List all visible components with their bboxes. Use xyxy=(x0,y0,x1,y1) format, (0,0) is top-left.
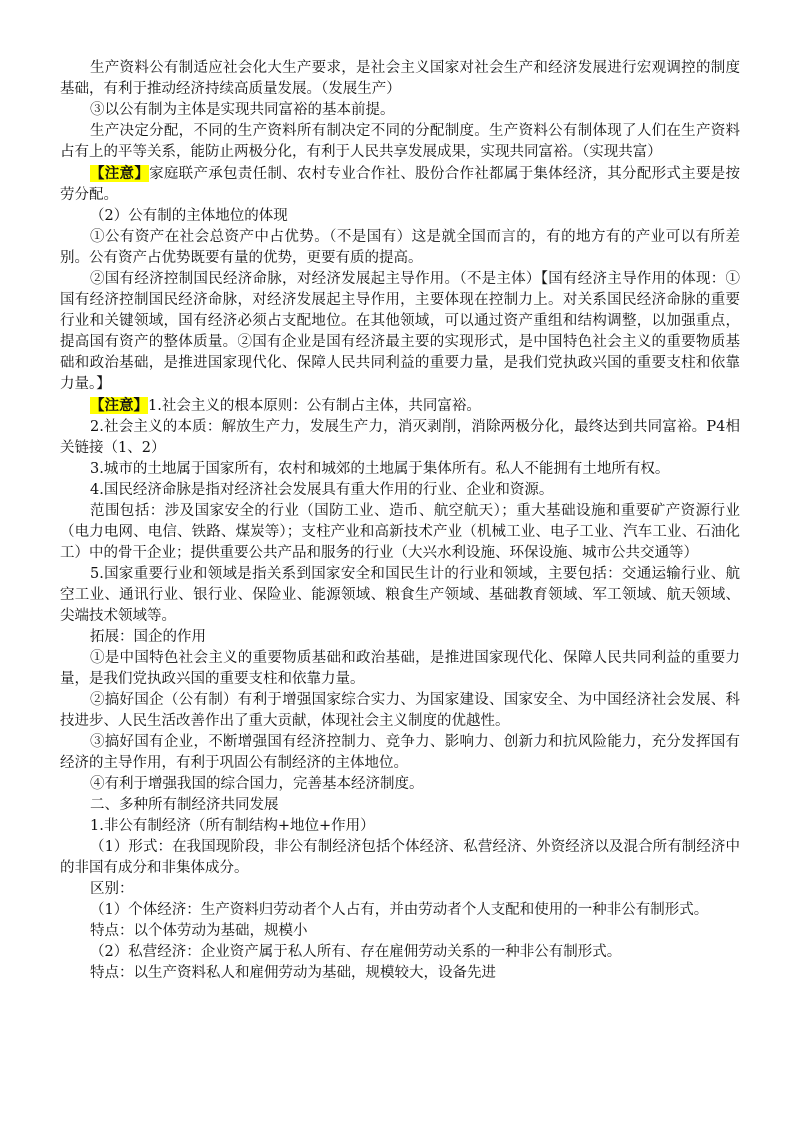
paragraph-text: 家庭联产承包责任制、农村专业合作社、股份合作社都属于集体经济，其分配形式主要是按劳分配。 xyxy=(60,166,741,203)
paragraph xyxy=(60,921,740,942)
paragraph xyxy=(60,942,740,963)
paragraph xyxy=(60,480,740,501)
document-page xyxy=(60,58,740,984)
paragraph xyxy=(60,501,740,564)
paragraph xyxy=(60,227,740,269)
section-heading xyxy=(60,795,740,816)
paragraph-text: 区别： xyxy=(90,881,134,897)
paragraph-text: 生产决定分配，不同的生产资料所有制决定不同的分配制度。生产资料公有制体现了人们在生产资料占有上的平等关系，能防止两极分化，有利于人民共享发展成果，实现共同富裕。（实现共富） xyxy=(60,123,740,160)
paragraph-text: ③以公有制为主体是实现共同富裕的基本前提。 xyxy=(90,102,395,118)
paragraph-text: 特点：以个体劳动为基础，规模小 xyxy=(90,923,308,939)
paragraph-text: （1）个体经济：生产资料归劳动者个人占有，并由劳动者个人支配和使用的一种非公有制形式。 xyxy=(90,902,709,918)
paragraph-text: （2）私营经济：企业资产属于私人所有、存在雇佣劳动关系的一种非公有制形式。 xyxy=(90,944,622,960)
paragraph-text: 生产资料公有制适应社会化大生产要求，是社会主义国家对社会生产和经济发展进行宏观调控的制度基础，有利于推动经济持续高质量发展。（发展生产） xyxy=(60,60,740,97)
paragraph-text: （1）形式：在我国现阶段，非公有制经济包括个体经济、私营经济、外资经济以及混合所有制经济中的非国有成分和非集体成分。 xyxy=(60,839,740,876)
subheading xyxy=(60,206,740,227)
subheading xyxy=(60,627,740,648)
paragraph xyxy=(60,459,740,480)
paragraph-text: 4.国民经济命脉是指对经济社会发展具有重大作用的行业、企业和资源。 xyxy=(90,482,554,498)
paragraph xyxy=(60,879,740,900)
paragraph xyxy=(60,774,740,795)
paragraph xyxy=(60,121,740,163)
paragraph xyxy=(60,269,740,395)
paragraph-text: 1.社会主义的根本原则：公有制占主体，共同富裕。 xyxy=(148,398,481,414)
paragraph xyxy=(60,564,740,627)
note-highlight: 【注意】 xyxy=(90,397,148,414)
subheading xyxy=(60,816,740,837)
paragraph-text: （2）公有制的主体地位的体现 xyxy=(90,208,288,224)
paragraph xyxy=(60,417,740,459)
paragraph-text: ①是中国特色社会主义的重要物质基础和政治基础，是推进国家现代化、保障人民共同利益的重要力量，是我们党执政兴国的重要支柱和依靠力量。 xyxy=(60,650,740,687)
paragraph-text: ②国有经济控制国民经济命脉，对经济发展起主导作用。（不是主体）【国有经济主导作用的体现：①国有经济控制国民经济命脉，对经济发展起主导作用，主要体现在控制力上。对关系国民经济命脉的重要行业和关键领域，国有经济必须占支配地位。在其他领域，可以通过资产重组和结构调整，以加强重点，提高国有资产的整体质量。②国有企业是国有经济最主要的实现形式，是中国特色社会主义的重要物质基础和政治基础，是推进国家现代化、保障人民共同利益的重要力量，是我们党执政兴国的重要支柱和依靠力量。】 xyxy=(60,271,740,392)
paragraph-text: ③搞好国有企业，不断增强国有经济控制力、竞争力、影响力、创新力和抗风险能力，充分发挥国有经济的主导作用，有利于巩固公有制经济的主体地位。 xyxy=(60,734,740,771)
paragraph-text: 5.国家重要行业和领域是指关系到国家安全和国民生计的行业和领域，主要包括：交通运输行业、航空工业、通讯行业、银行业、保险业、能源领域、粮食生产领域、基础教育领域、军工领域、航天领域、尖端技术领域等。 xyxy=(60,566,740,624)
paragraph-text: ①公有资产在社会总资产中占优势。（不是国有）这是就全国而言的，有的地方有的产业可以有所差别。公有资产占优势既要有量的优势，更要有质的提高。 xyxy=(60,229,740,266)
note-paragraph xyxy=(60,395,740,417)
paragraph-text: 特点：以生产资料私人和雇佣劳动为基础，规模较大，设备先进 xyxy=(90,965,496,981)
paragraph-text: 1.非公有制经济（所有制结构+地位+作用） xyxy=(90,818,375,834)
paragraph xyxy=(60,837,740,879)
paragraph-text: ④有利于增强我国的综合国力，完善基本经济制度。 xyxy=(90,776,424,792)
paragraph xyxy=(60,648,740,690)
paragraph-text: ②搞好国企（公有制）有利于增强国家综合实力、为国家建设、国家安全、为中国经济社会发展、科技进步、人民生活改善作出了重大贡献，体现社会主义制度的优越性。 xyxy=(60,692,740,729)
paragraph xyxy=(60,100,740,121)
note-paragraph xyxy=(60,163,740,206)
paragraph-text: 2.社会主义的本质：解放生产力，发展生产力，消灭剥削，消除两极分化，最终达到共同富裕。P4相关链接（1、2） xyxy=(60,419,740,456)
paragraph xyxy=(60,963,740,984)
paragraph xyxy=(60,58,740,100)
paragraph-text: 拓展：国企的作用 xyxy=(90,629,206,645)
paragraph-text: 3.城市的土地属于国家所有，农村和城郊的土地属于集体所有。私人不能拥有土地所有权。 xyxy=(90,461,670,477)
paragraph-text: 二、多种所有制经济共同发展 xyxy=(90,797,279,813)
paragraph xyxy=(60,732,740,774)
paragraph xyxy=(60,900,740,921)
paragraph-text: 范围包括：涉及国家安全的行业（国防工业、造币、航空航天）；重大基础设施和重要矿产资源行业（电力电网、电信、铁路、煤炭等）；支柱产业和高新技术产业（机械工业、电子工业、汽车工业、石油化工）中的骨干企业；提供重要公共产品和服务的行业（大兴水利设施、环保设施、城市公共交通等） xyxy=(60,503,740,561)
note-highlight: 【注意】 xyxy=(90,165,150,182)
paragraph xyxy=(60,690,740,732)
